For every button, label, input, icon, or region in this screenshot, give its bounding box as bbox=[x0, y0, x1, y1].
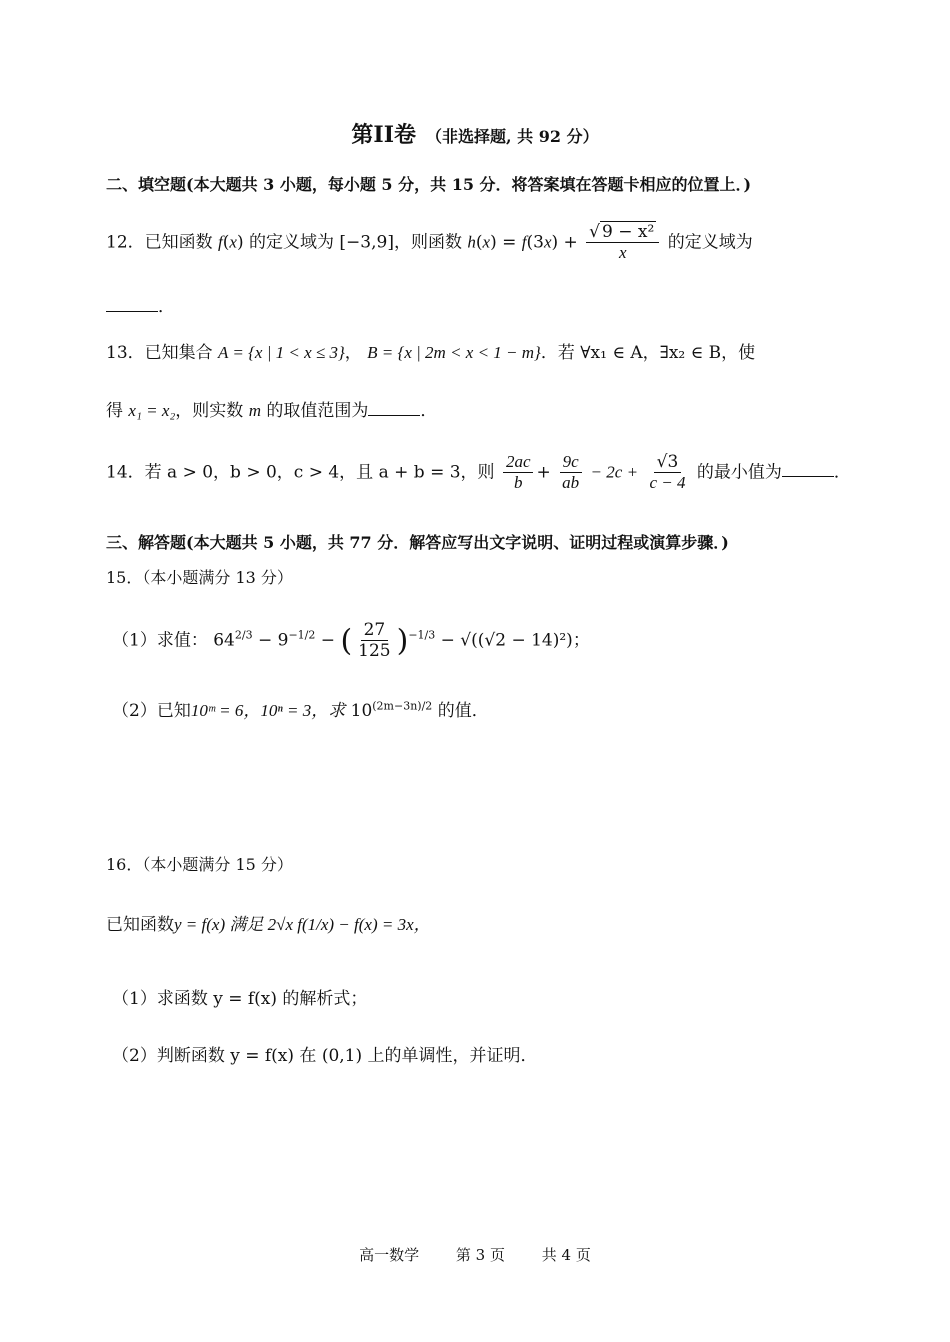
q15-part1: （1）求值： $64^{2/3} - 9^{-1/2}$ − ( $\frac{27}{125}$ )$^{-1/3}$ − √((√2 − 14)²)； bbox=[112, 620, 590, 662]
section3-heading: 三、解答题(本大题共 5 小题，共 77 分．解答应写出文字说明、证明过程或演算步骤．) bbox=[106, 533, 729, 552]
section2-heading: 二、填空题(本大题共 3 小题，每小题 5 分，共 15 分．将答案填在答题卡相应的位置上．) bbox=[106, 175, 752, 194]
q16-part2: （2）判断函数 y = f(x) 在 (0,1) 上的单调性，并证明． bbox=[112, 1046, 538, 1066]
q12-line1: 12．已知函数 f(x) 的定义域为 [−3,9]，则函数 h(x) = f(3x) + $\frac{\text{√ 9 − x²}}{x}$ 的定义域为 bbox=[106, 222, 753, 263]
page-title bbox=[0, 118, 950, 149]
q16-statement: 已知函数y = f(x) 满足 2√x f(1/x) − f(x) = 3x， bbox=[106, 915, 431, 935]
footer-subject: 高一数学 bbox=[359, 1246, 420, 1264]
q13-line2: 得 x₁ = x₂，则实数 m 的取值范围为 ． bbox=[106, 401, 438, 421]
title-main: 第II卷 bbox=[351, 122, 417, 148]
q13-set-b: B = {x | 2m < x < 1 − m} bbox=[367, 343, 541, 362]
q14-line: 14．若 a > 0，b > 0，c > 4，且 a + b = 3，则 $\frac{2ac}{b}$ + $\frac{9c}{ab}$ − 2c + $\frac{√3}{c - 4}$ 的最小值为 ． bbox=[106, 452, 851, 493]
q12-fraction: $\frac{\text{√ 9 − x²}}{x}$ bbox=[586, 222, 659, 264]
q16-header: 16．（本小题满分 15 分） bbox=[106, 855, 293, 874]
title-sub: （非选择题, 共 92 分） bbox=[426, 127, 599, 146]
footer-total: 共 4 页 bbox=[541, 1246, 591, 1264]
q12-answer-blank: ． bbox=[106, 292, 175, 317]
q15-header: 15．（本小题满分 13 分） bbox=[106, 568, 293, 587]
q12-interval: [−3,9] bbox=[339, 232, 394, 253]
q15-part2: （2）已知10ᵐ = 6，10ⁿ = 3，求 $10^{(2m-3n)/2}$ 的值． bbox=[112, 699, 489, 721]
page-footer bbox=[0, 1244, 950, 1265]
footer-page: 第 3 页 bbox=[455, 1246, 505, 1264]
q16-part1: （1）求函数 y = f(x) 的解析式； bbox=[112, 989, 368, 1009]
q13-line1: 13．已知集合 A = {x | 1 < x ≤ 3}， B = {x | 2m < x < 1 − m}．若 ∀x₁ ∈ A，∃x₂ ∈ B，使 bbox=[106, 343, 756, 363]
q13-set-a: A = {x | 1 < x ≤ 3} bbox=[218, 343, 345, 362]
